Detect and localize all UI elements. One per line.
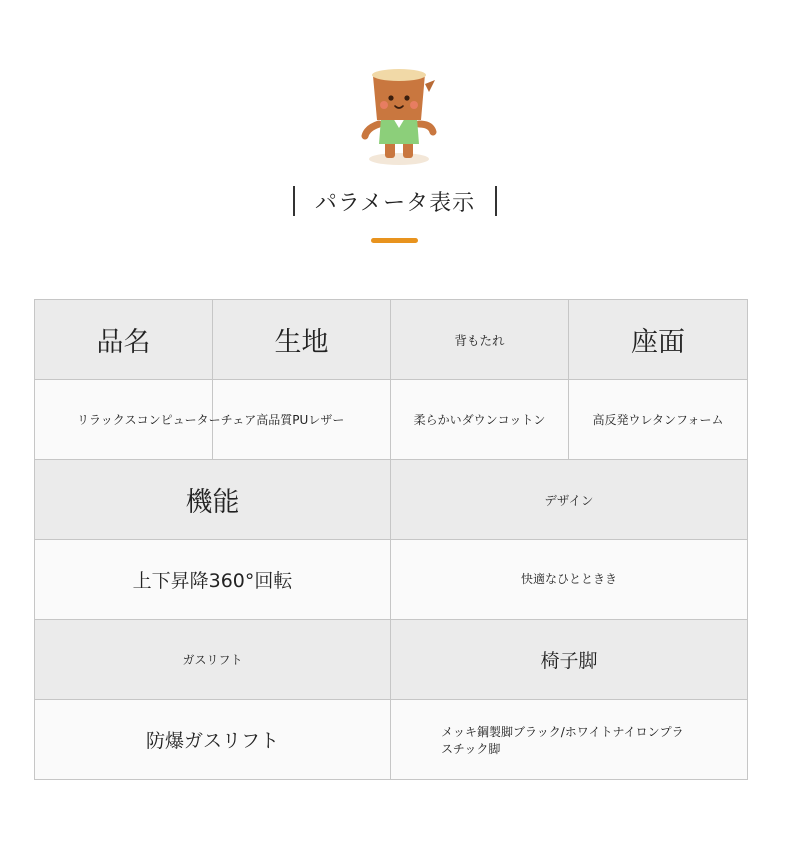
table-cell: 座面: [631, 327, 685, 358]
table-cell: 防爆ガスリフト: [35, 700, 391, 779]
table-cell: 品名: [35, 300, 213, 379]
table-cell: ガスリフト: [35, 620, 391, 699]
product-name-text: リラックスコンピューターチェア 高品質PUレザー: [77, 413, 345, 427]
table-row: [35, 300, 747, 380]
section-heading: [0, 184, 790, 218]
table-cell: 椅子脚: [540, 650, 598, 672]
table-row: [35, 620, 747, 700]
table-row: [35, 700, 747, 779]
heading-right-bar: [495, 186, 497, 216]
page-title: パラメータ表示: [314, 190, 476, 216]
table-cell: 柔らかいダウンコットン: [391, 380, 569, 459]
accent-underline: [371, 238, 418, 243]
table-cell: 生地: [213, 300, 391, 379]
table-row: [35, 540, 747, 620]
heading-left-bar: [293, 186, 295, 216]
parameter-table: [34, 299, 748, 780]
table-cell: 上下昇降360°回転: [35, 540, 391, 619]
table-cell: 高反発ウレタンフォーム: [592, 413, 724, 427]
table-cell: デザイン: [544, 492, 594, 508]
table-row: [35, 380, 747, 460]
tree-stump-mascot-icon: [355, 62, 443, 166]
table-row: [35, 460, 747, 540]
table-cell: 機能: [35, 460, 391, 539]
table-cell: メッキ鋼製脚ブラック/ホワイトナイロンプラスチック脚: [441, 725, 684, 756]
table-cell: 背もたれ: [391, 300, 569, 379]
table-cell: 快適なひとときき: [520, 572, 617, 586]
